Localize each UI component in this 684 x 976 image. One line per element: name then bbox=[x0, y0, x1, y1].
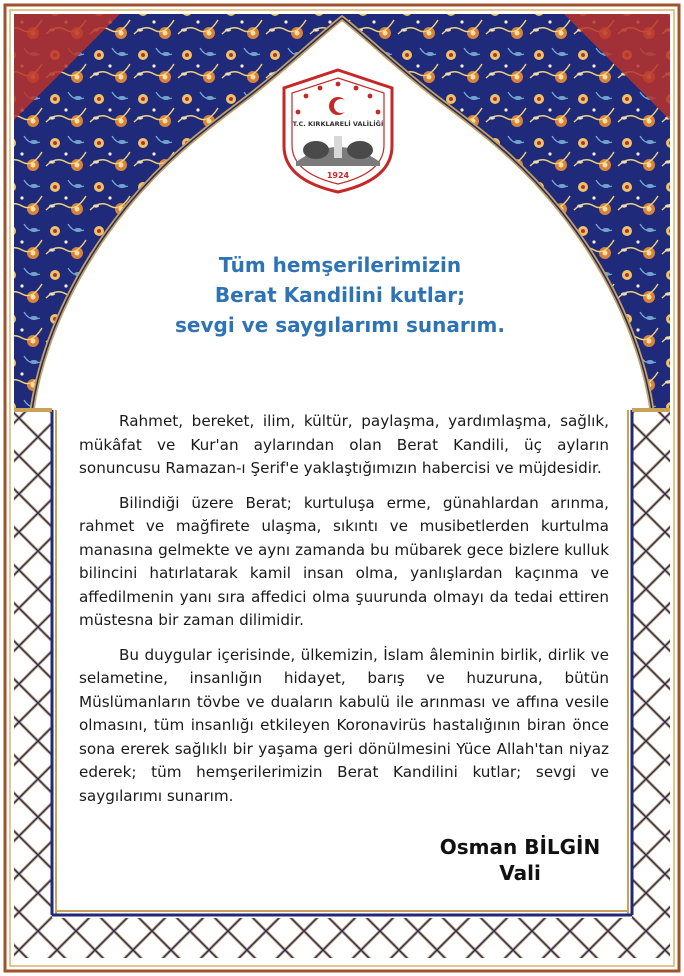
greeting-line-3: sevgi ve saygılarımı sunarım. bbox=[175, 313, 505, 337]
signatory-title: Vali bbox=[499, 861, 541, 885]
signature-block bbox=[420, 834, 620, 886]
svg-text:T.C. KIRKLARELİ VALİLİĞİ: T.C. KIRKLARELİ VALİLİĞİ bbox=[292, 120, 384, 128]
governorship-seal-logo bbox=[276, 66, 400, 196]
greeting-line-2: Berat Kandilini kutlar; bbox=[214, 283, 466, 307]
greeting-heading bbox=[120, 250, 560, 340]
paragraph-1: Rahmet, bereket, ilim, kültür, paylaşma, yardımlaşma, sağlık, mükâfat ve Kur'an aylarından olan Berat Kandili, üç ayların sonuncusu Ramazan-ı Şerif'e yaklaştığımızın habercisi ve müjdesidir. bbox=[79, 412, 609, 477]
paragraph-3: Bu duygular içerisinde, ülkemizin, İslam âleminin birlik, dirlik ve selametine, insanlığın hidayet, barış ve huzuruna, bütün Müslümanların tövbe ve duaların kabulü ile arınması ve affına vesile olmasını, tüm insanlığı etkileyen Koronavirüs hastalığının biran önce sona ererek sağlıklı bir yaşama geri dönülmesini Yüce Allah'tan niyaz ederek; tüm hemşerilerimizin Berat Kandilini kutlar; sevgi ve saygılarımı sunarım. bbox=[79, 645, 609, 805]
greeting-line-1: Tüm hemşerilerimizin bbox=[218, 253, 462, 277]
message-body bbox=[79, 410, 609, 819]
signatory-name: Osman BİLGİN bbox=[439, 835, 601, 859]
paragraph-2: Bilindiği üzere Berat; kurtuluşa erme, günahlardan arınma, rahmet ve mağfirete ulaşma, sıkıntı ve musibetlerden kurtulma manasına gelmekte ve aynı zamanda bu mübarek gece bizlere kulluk bilincini hatırlatarak kamil insan olma, yanlışlardan kaçınma ve affedilmenin yanı sıra affedici olma şuurunda olmayı da tedai ettiren müstesna bir zaman dilimidir. bbox=[79, 493, 609, 629]
svg-text:1924: 1924 bbox=[326, 171, 350, 180]
